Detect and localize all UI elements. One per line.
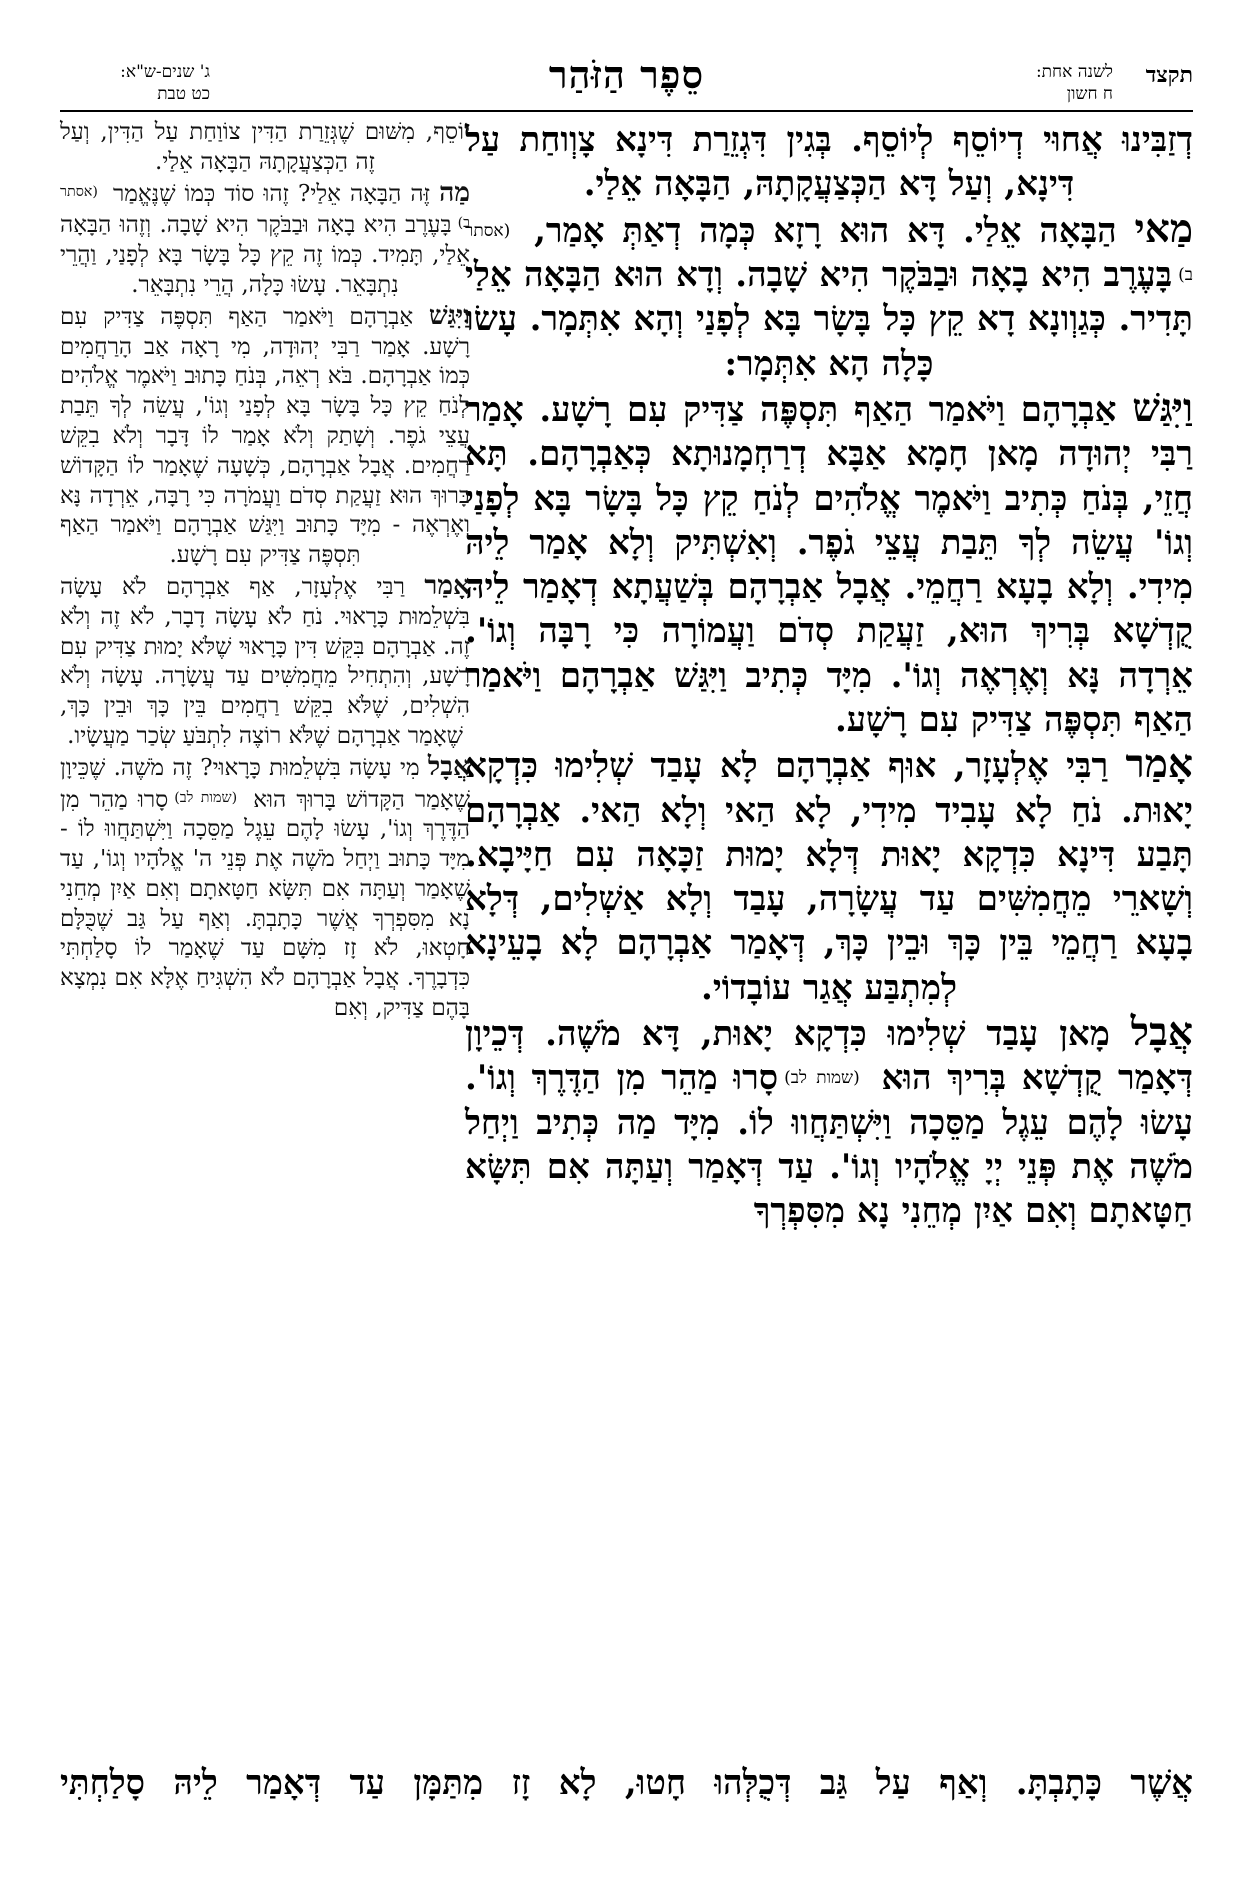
verse-citation: (אסתר ב) [60, 183, 470, 232]
paragraph-lead-word: וַיִּגַּשׁ [428, 299, 470, 331]
folio-number: תקצד [1145, 62, 1193, 88]
verse-citation: (אסתר ב) [465, 220, 1193, 286]
paragraph-text-continued: בָּעֶרֶב הִיא בָאָה וּבַבֹּקֶר הִיא שָׁבָה. וְזֶהוּ הַבָּאָה אֵלַי, תָּמִיד. כְּמוֹ זֶה קֵץ כָּל בָּשָׂר בָּא לְפָנַי, וַהֲרֵי נִתְבָּאֵר. עָשׂוּ כָּלָה, הֲרֵי נִתְבָּאֵר. [60, 212, 470, 298]
main-paragraph [465, 1010, 1193, 1234]
translation-paragraph [60, 301, 470, 571]
main-paragraph [465, 742, 1193, 1010]
schedule-label: ג' שנים-ש"א: [120, 62, 210, 82]
translation-column [60, 116, 470, 1706]
verse-citation: (שמות לב) [174, 789, 238, 806]
main-paragraph [465, 207, 1193, 386]
main-text-full-width-line: אֲשֶׁר כָּתָבְתָּ. וְאַף עַל גַּב דְּכֻלְּהוּ חָטוּ, לָא זָז מִתַּמָּן עַד דְּאָמַר לֵיהּ סָלַחְתִּי [60, 1763, 1193, 1803]
paragraph-lead-word: מַאי [1134, 205, 1193, 252]
reading-date-left: כט טבת [157, 84, 210, 104]
paragraph-lead-word: אֲבָל [427, 750, 470, 782]
translation-paragraph [60, 571, 470, 752]
paragraph-text: הַבָּאָה אֵלַי. דָּא הוּא רָזָא כְּמָה דְאַתְּ אָמַר, [534, 210, 1135, 251]
paragraph-lead-word: מַה [439, 176, 471, 208]
main-paragraph [465, 116, 1193, 207]
translation-paragraph [60, 116, 470, 178]
paragraph-text: אַבְרָהָם וַיֹּאמַר הַאַף תִּסְפֶּה צַדִּיק עִם רָשָׁע. אָמַר רַבִּי יְהוּדָה, מִי רָאָה אַב הָרַחֲמִים כְּמוֹ אַבְרָהָם. בֹּא רְאֵה, בְּנֹחַ כָּתוּב וַיֹּאמֶר אֱלֹהִים לְנֹחַ קֵץ כָּל בָּשָׂר בָּא לְפָנַי וְגוֹ', עֲשֵׂה לְךָ תֵּבַת עֲצֵי גֹפֶר. וְשָׁתַק וְלֹא אָמַר לוֹ דָּבָר וְלֹא בִקֵּשׁ רַחֲמִים. אֲבָל אַבְרָהָם, כְּשָׁעָה שֶׁאָמַר לוֹ הַקָּדוֹשׁ בָּרוּךְ הוּא זַעֲקַת סְדֹם וַעֲמֹרָה כִּי רָבָּה, אֵרְדָה נָּא וְאֶרְאֶה - מִיָּד כָּתוּב וַיִּגַּשׁ אַבְרָהָם וַיֹּאמַר הַאַף תִּסְפֶּה צַדִּיק עִם רָשָׁע. [60, 303, 470, 569]
main-text-column [465, 116, 1193, 1704]
paragraph-lead-word: אָמַר [1125, 741, 1193, 788]
paragraph-text: רַבִּי אֶלְעָזָר, אוּף אַבְרָהָם לָא עָבַד שְׁלִימוּ כִּדְקָא יָאוּת. נֹחַ לָא עָבִיד מִידִי, לָא הַאי וְלָא הַאי. אַבְרָהָם תָּבַע דִּינָא כִּדְקָא יָאוּת דְּלָא יָמוּת זַכָּאָה עִם חַיָּיבָא. וְשָׁארֵי מֵחֲמִשִּׁים עַד עֲשָׂרָה, עָבַד וְלָא אַשְׁלִים, דְּלָא בָעָא רַחֲמֵי בֵּין כָּךְ וּבֵין כָּךְ, דְּאָמַר אַבְרָהָם לָא בָעֵינָא לְמִתְבַּע אֲגַר עוֹבָדוֹי. [465, 746, 1193, 1008]
paragraph-lead-word: אֲבָל [1130, 1009, 1193, 1056]
paragraph-text: רַבִּי אֶלְעָזָר, אַף אַבְרָהָם לֹא עָשָׂה בִּשְׁלֵמוּת כָּרָאוּי. נֹחַ לֹא עָשָׂה דָבָר, לֹא זֶה וְלֹא זֶה. אַבְרָהָם בִּקֵּשׁ דִּין כָּרָאוּי שֶׁלֹּא יָמוּת צַדִּיק עִם רָשָׁע, וְהִתְחִיל מֵחֲמִשִּׁים עַד עֲשָׂרָה. עָשָׂה וְלֹא הִשְׁלִים, שֶׁלֹּא בִקֵּשׁ רַחֲמִים בֵּין כָּךְ וּבֵין כָּךְ, שֶׁאָמַר אַבְרָהָם שֶׁלֹּא רוֹצֶה לִתְבֹּעַ שְׂכַר מַעֲשָׂיו. [60, 573, 470, 749]
cycle-label: לשנה אחת: [1035, 62, 1113, 82]
paragraph-text: זֶּה הַבָּאָה אֵלַי? זֶהוּ סוֹד כְּמוֹ שֶׁנֶּאֱמַר [112, 180, 440, 207]
header-left [60, 62, 210, 108]
reading-date-right: ח חשון [1066, 84, 1113, 104]
paragraph-text-continued: סָרוּ מַהֵר מִן הַדֶּרֶךְ וְגוֹ'. עָשׂוּ לָהֶם עֵגֶל מַסֵּכָה וַיִּשְׁתַּחֲווּ לוֹ. מִיָּד מַה כְּתִיב וַיְחַל מֹשֶׁה אֶת פְּנֵי יְיָ אֱלֹהָיו וְגוֹ'. עַד דְּאָמַר וְעַתָּה אִם תִּשָּׂא חַטָּאתָם וְאִם אַיִן מְחֵנִי נָא מִסִּפְרְךָ [465, 1058, 1193, 1232]
page-title: סֵפֶר הַזֹּהַר [548, 52, 705, 97]
paragraph-lead-word: אָמַר [424, 569, 470, 601]
paragraph-text-continued: בָּעֶרֶב הִיא בָאָה וּבַבֹּקֶר הִיא שָׁבָה. וְדָא הוּא הַבָּאָה אֵלַי תָּדִיר. כְּגַוְונָא דָא קֵץ כָּל בָּשָׂר בָּא לְפָנַי וְהָא אִתְּמָר. עָשׂוּ כָּלָה הָא אִתְּמָר: [465, 254, 1193, 384]
paragraph-text: מִי עָשָׂה בִּשְׁלֵמוּת כָּרָאוּי? זֶה מֹשֶׁה. שֶׁכֵּיוָן שֶׁאָמַר הַקָּדוֹשׁ בָּרוּךְ הוּא [60, 754, 471, 813]
paragraph-text: אַבְרָהָם וַיֹּאמַר הַאַף תִּסְפֶּה צַדִּיק עִם רָשָׁע. אָמַר רַבִּי יְהוּדָה מָאן חָמָא אַבָּא דְרַחְמָנוּתָא כְּאַבְרָהָם. תָּא חֲזֵי, בְּנֹחַ כְּתִיב וַיֹּאמֶר אֱלֹהִים לְנֹחַ קֵץ כָּל בָּשָׂר בָּא לְפָנַי וְגוֹ' עֲשֵׂה לְךָ תֵּבַת עֲצֵי גֹפֶר. וְאִשְׁתִּיק וְלָא אָמַר לֵיהּ מִידִי. וְלָא בָעָא רַחֲמֵי. אֲבָל אַבְרָהָם בְּשַׁעֲתָא דְאָמַר לֵיהּ קֻדְשָׁא בְּרִיךְ הוּא, זַעֲקַת סְדֹם וַעֲמוֹרָה כִּי רָבָּה וְגוֹ'. אֵרְדָה נָּא וְאֶרְאֶה וְגוֹ'. מִיָּד כְּתִיב וַיִּגַּשׁ אַבְרָהָם וַיֹּאמַר הַאַף תִּסְפֶּה צַדִּיק עִם רָשָׁע. [465, 389, 1193, 740]
header-divider [60, 110, 1193, 112]
paragraph-text-continued: סָרוּ מַהֵר מִן הַדֶּרֶךְ וְגוֹ', עָשׂוּ לָהֶם עֵגֶל מַסֵּכָה וַיִּשְׁתַּחֲווּ לוֹ - מִיָּד כָּתוּב וַיְחַל מֹשֶׁה אֶת פְּנֵי ה' אֱלֹהָיו וְגוֹ', עַד שֶׁאָמַר וְעַתָּה אִם תִּשָּׂא חַטָּאתָם וְאִם אַיִן מְחֵנִי נָא מִסִּפְרְךָ אֲשֶׁר כָּתָבְתָּ. וְאַף עַל גַּב שֶׁכֻּלָּם חָטְאוּ, לֹא זָז מִשָּׁם עַד שֶׁאָמַר לוֹ סָלַחְתִּי כִּדְבָרֶךָ. אֲבָל אַבְרָהָם לֹא הִשְׁגִּיחַ אֶלָּא אִם נִמְצָא בָּהֶם צַדִּיק, וְאִם [60, 786, 470, 1022]
paragraph-text: דְזַבִּינוּ אֲחוּי דְיוֹסֵף לְיוֹסֵף. בְּגִין דִּגְזֵרַת דִּינָא צָוְוחַת עַל דִּינָא, וְעַל דָּא הַכְּצַעֲקָתָהּ, הַבָּאָה אֵלַי. [465, 120, 1193, 205]
verse-citation: (שמות לב) [784, 1068, 860, 1089]
main-paragraph [465, 386, 1193, 742]
paragraph-lead-word: וַיִּגַּשׁ [1132, 384, 1193, 431]
translation-paragraph [60, 178, 470, 301]
paragraph-text: יוֹסֵף, מִשּׁוּם שֶׁגְּזֵרַת הַדִּין צוֹוַחַת עַל הַדִּין, וְעַל זֶה הַכְּצַעֲקָתָהּ הַבָּאָה אֵלַי. [60, 119, 470, 175]
paragraph-text: מָאן עָבַד שְׁלִימוּ כִּדְקָא יָאוּת, דָּא מֹשֶׁה. דְּכֵיוָן דְּאָמַר קֻדְשָׁא בְּרִיךְ הוּא [465, 1014, 1193, 1099]
translation-paragraph [60, 752, 470, 1024]
